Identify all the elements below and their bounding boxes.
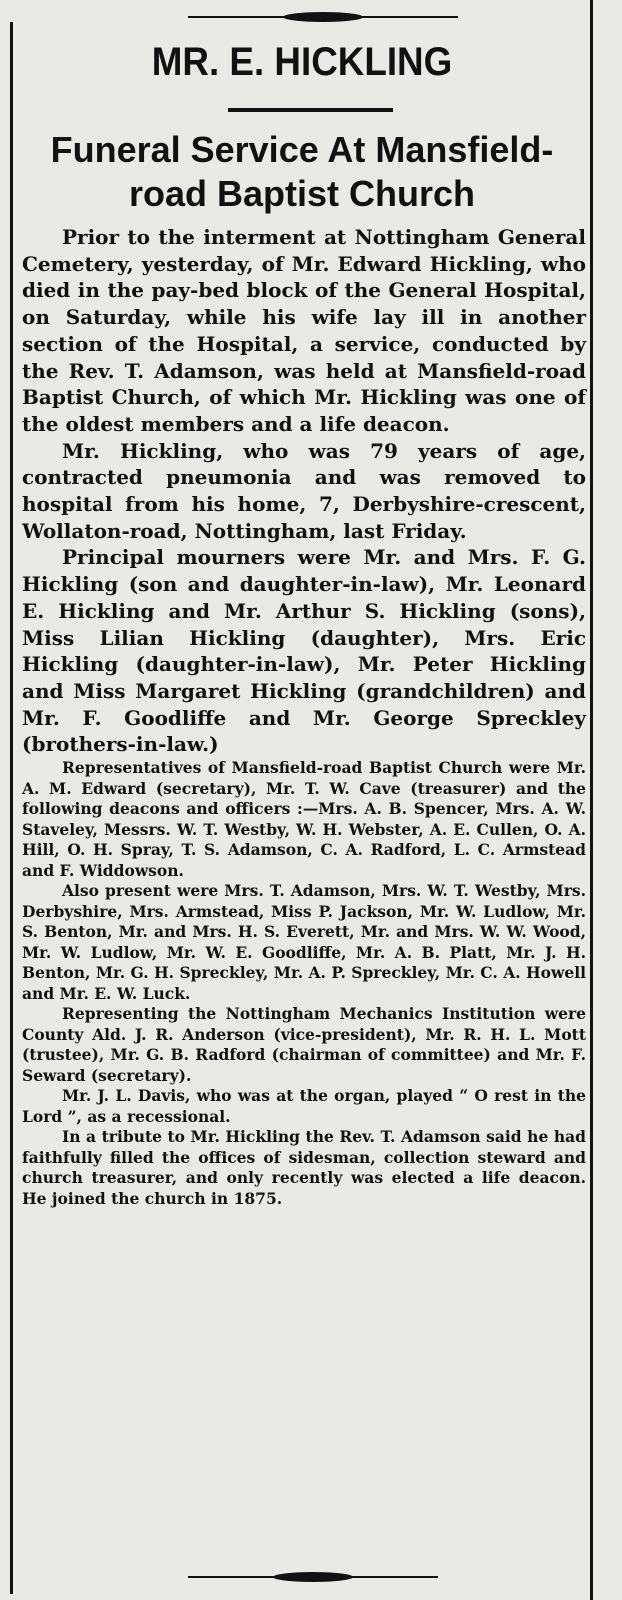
paragraph-mechanics-institution: Representing the Nottingham Mechanics Institution were County Ald. J. R. Anderson (vice-president), Mr. R. H. L. Mott (trustee), Mr. G. B. Radford (chairman of committee) and Mr. F. Seward (secretary). bbox=[22, 1004, 586, 1085]
headline: MR. E. HICKLING bbox=[151, 40, 453, 84]
column-rule-right bbox=[590, 0, 593, 1600]
paragraph-organ: Mr. J. L. Davis, who was at the organ, played “ O rest in the Lord ”, as a recessional. bbox=[22, 1086, 586, 1126]
subheadline: Funeral Service At Mansfield-road Baptist Church bbox=[50, 129, 554, 214]
top-ornamental-rule bbox=[188, 16, 458, 18]
adjacent-column-right-fragment bbox=[590, 0, 622, 1600]
paragraph-age: Mr. Hickling, who was 79 years of age, contracted pneumonia and was removed to hospital from his home, 7, Derbyshire-crescent, Wollaton-road, Nottingham, last Friday. bbox=[22, 438, 586, 543]
column-rule-left bbox=[10, 22, 13, 1594]
paragraph-interment: Prior to the interment at Nottingham General Cemetery, yesterday, of Mr. Edward Hickling, who died in the pay-bed block of the General Hospital, on Saturday, while his wife lay ill in another section of the Hospital, a service, conducted by the Rev. T. Adamson, was held at Mansfield-road Baptist Church, of which Mr. Hickling was one of the oldest members and a life deacon. bbox=[22, 225, 586, 436]
bottom-ornamental-rule bbox=[188, 1576, 438, 1578]
paragraph-mourners: Principal mourners were Mr. and Mrs. F. G. Hickling (son and daughter-in-law), Mr. Leonard E. Hickling and Mr. Arthur S. Hickling (sons), Miss Lilian Hickling (daughter), Mrs. Eric Hickling (daughter-in-law), Mr. Peter Hickling and Miss Margaret Hickling (grandchildren) and Mr. F. Goodliffe and Mr. George Spreckley (brothers-in-law.) bbox=[22, 545, 586, 757]
paragraph-tribute: In a tribute to Mr. Hickling the Rev. T. Adamson said he had faithfully filled the offices of sidesman, collection steward and church treasurer, and only recently was elected a life deacon. He joined the church in 1875. bbox=[22, 1127, 586, 1208]
adjacent-column-left-fragment bbox=[0, 0, 10, 1600]
paragraph-also-present: Also present were Mrs. T. Adamson, Mrs. W. T. Westby, Mrs. Derbyshire, Mrs. Armstead, Miss P. Jackson, Mr. W. Ludlow, Mr. S. Benton, Mr. and Mrs. H. S. Everett, Mr. and Mrs. W. W. Wood, Mr. W. Ludlow, Mr. W. E. Goodliffe, Mr. A. B. Platt, Mr. J. H. Benton, Mr. G. H. Spreckley, Mr. A. P. Spreckley, Mr. C. A. Howell and Mr. E. W. Luck. bbox=[22, 881, 586, 1003]
article-body bbox=[22, 224, 586, 1209]
paragraph-representatives: Representatives of Mansfield-road Baptist Church were Mr. A. M. Edward (secretary), Mr. T. W. Cave (treasurer) and the following deacons and officers :—Mrs. A. B. Spencer, Mrs. A. W. Staveley, Messrs. W. T. Westby, W. H. Webster, A. E. Cullen, O. A. Hill, O. H. Spray, T. S. Adamson, C. A. Radford, L. C. Armstead and F. Widdowson. bbox=[22, 758, 586, 880]
headline-divider bbox=[228, 108, 393, 112]
